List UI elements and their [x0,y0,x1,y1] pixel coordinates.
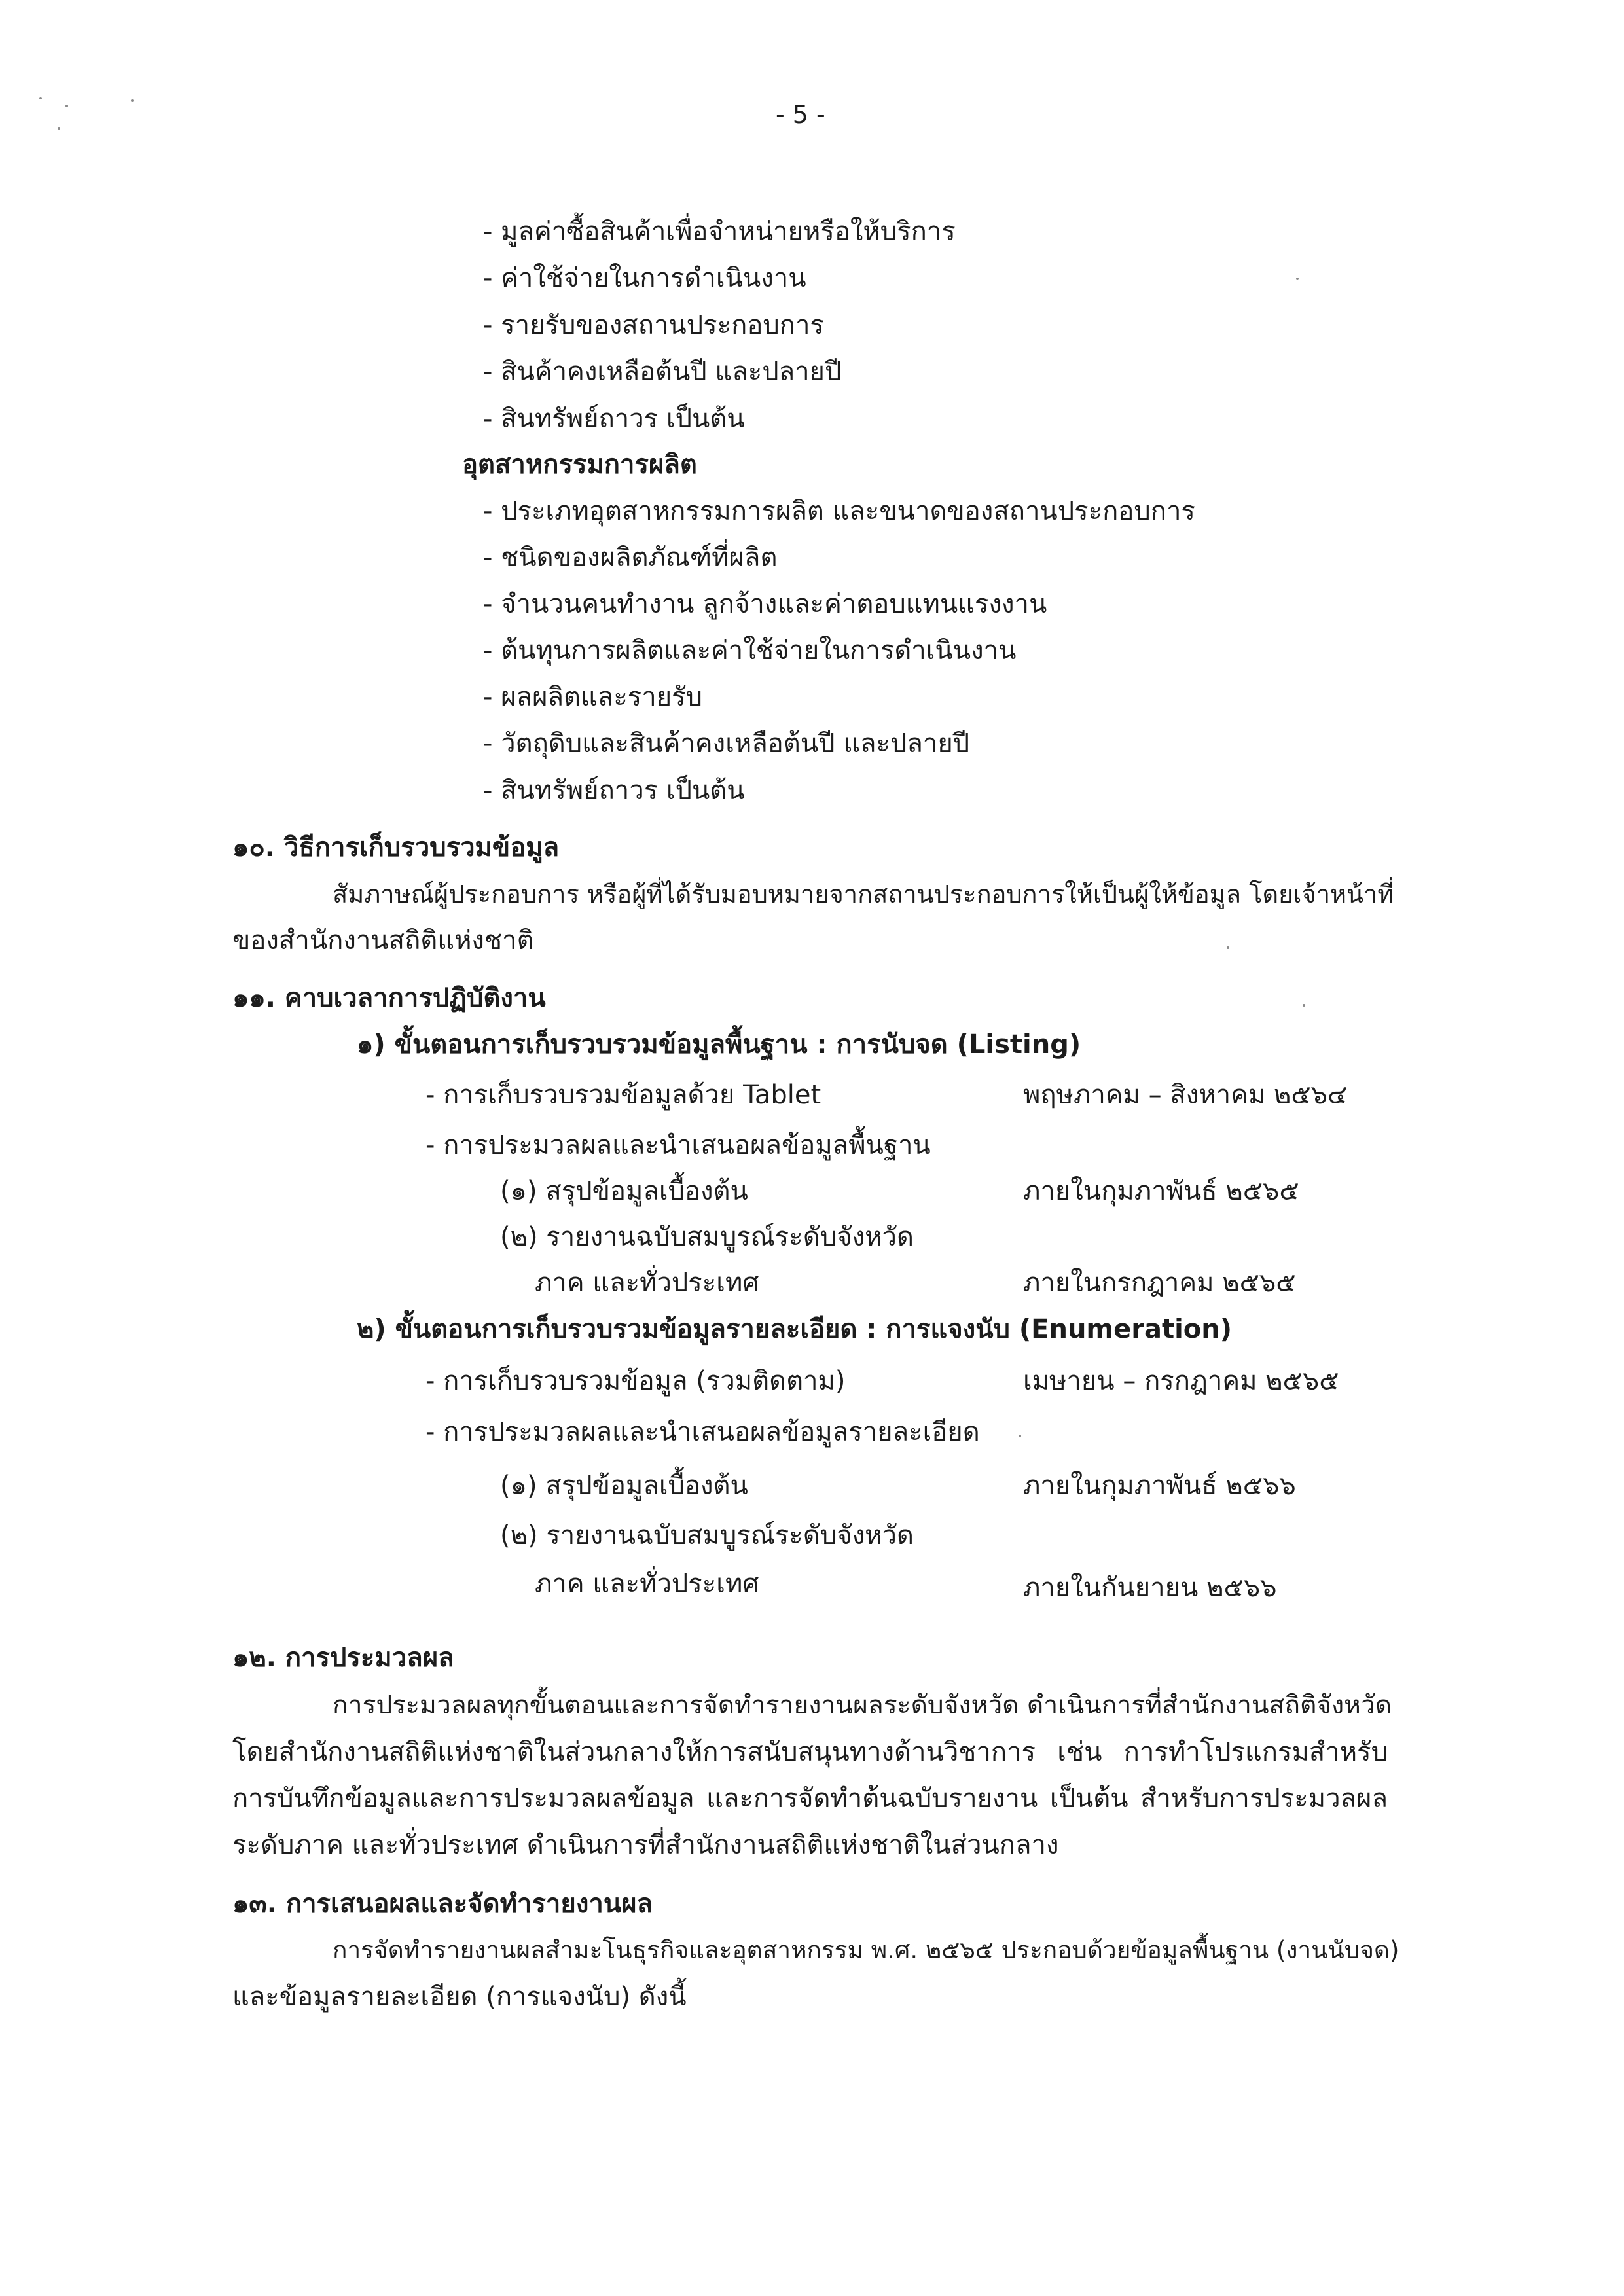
section-10-body-line: ของสำนักงานสถิติแห่งชาติ [232,925,534,956]
list-item: - ค่าใช้จ่ายในการดำเนินงาน [483,263,806,293]
schedule-subitem-label-cont: ภาค และทั่วประเทศ [535,1268,759,1298]
industry-heading: อุตสาหกรรมการผลิต [462,450,697,480]
scan-speck [58,127,60,130]
schedule-subitem-date: ภายในกรกฎาคม ๒๕๖๕ [1023,1268,1296,1298]
schedule-subitem-date: ภายในกุมภาพันธ์ ๒๕๖๖ [1023,1471,1296,1501]
scan-speck [39,97,42,99]
scan-speck [131,99,134,102]
schedule-item-label: - การประมวลผลและนำเสนอผลข้อมูลพื้นฐาน [425,1130,931,1160]
section-13-body-line: และข้อมูลรายละเอียด (การแจงนับ) ดังนี้ [232,1982,687,2012]
schedule-subitem-label: (๒) รายงานฉบับสมบูรณ์ระดับจังหวัด [500,1222,914,1252]
step-2-heading: ๒) ขั้นตอนการเก็บรวบรวมข้อมูลรายละเอียด : การแจงนับ (Enumeration) [357,1314,1233,1344]
section-11-heading: ๑๑. คาบเวลาการปฏิบัติงาน [232,983,546,1013]
schedule-item-label: - การประมวลผลและนำเสนอผลข้อมูลรายละเอียด [425,1417,980,1447]
list-item: - สินค้าคงเหลือต้นปี และปลายปี [483,357,842,387]
section-12-body-line: การประมวลผลทุกขั้นตอนและการจัดทำรายงานผลระดับจังหวัด ดำเนินการที่สำนักงานสถิติจังหวัด [333,1691,1392,1720]
schedule-item-date: เมษายน – กรกฎาคม ๒๕๖๕ [1023,1366,1339,1396]
schedule-subitem-date: ภายในกุมภาพันธ์ ๒๕๖๕ [1023,1176,1299,1206]
section-12-body-line: การบันทึกข้อมูลและการประมวลผลข้อมูล และการจัดทำต้นฉบับรายงาน เป็นต้น สำหรับการประมวลผล [232,1784,1388,1814]
scan-speck [1019,1435,1021,1437]
list-item: - วัตถุดิบและสินค้าคงเหลือต้นปี และปลายปี [483,728,970,759]
step-1-heading: ๑) ขั้นตอนการเก็บรวบรวมข้อมูลพื้นฐาน : การนับจด (Listing) [357,1030,1081,1060]
section-13-heading: ๑๓. การเสนอผลและจัดทำรายงานผล [232,1889,653,1919]
list-item: - ประเภทอุตสาหกรรมการผลิต และขนาดของสถานประกอบการ [483,496,1195,526]
list-item: - รายรับของสถานประกอบการ [483,310,824,340]
section-10-body-line: สัมภาษณ์ผู้ประกอบการ หรือผู้ที่ได้รับมอบหมายจากสถานประกอบการให้เป็นผู้ให้ข้อมูล โดยเจ้าหน้าที่ [333,880,1394,908]
schedule-item-label: - การเก็บรวบรวมข้อมูลด้วย Tablet [425,1080,821,1110]
list-item: - จำนวนคนทำงาน ลูกจ้างและค่าตอบแทนแรงงาน [483,589,1047,619]
schedule-item-label: - การเก็บรวบรวมข้อมูล (รวมติดตาม) [425,1366,846,1396]
list-item: - ต้นทุนการผลิตและค่าใช้จ่ายในการดำเนินงาน [483,636,1017,666]
schedule-subitem-label: (๑) สรุปข้อมูลเบื้องต้น [500,1471,748,1501]
section-12-heading: ๑๒. การประมวลผล [232,1643,454,1673]
section-13-body-line: การจัดทำรายงานผลสำมะโนธุรกิจและอุตสาหกรรม พ.ศ. ๒๕๖๕ ประกอบด้วยข้อมูลพื้นฐาน (งานนับจด) [333,1936,1399,1964]
list-item: - มูลค่าซื้อสินค้าเพื่อจำหน่ายหรือให้บริการ [483,217,956,247]
section-12-body-line: โดยสำนักงานสถิติแห่งชาติในส่วนกลางให้การสนับสนุนทางด้านวิชาการ เช่น การทำโปรแกรมสำหรับ [232,1737,1388,1767]
scan-speck [1227,946,1229,949]
page-number: - 5 - [776,100,825,129]
schedule-subitem-label-cont: ภาค และทั่วประเทศ [535,1569,759,1599]
list-item: - สินทรัพย์ถาวร เป็นต้น [483,776,745,806]
list-item: - ผลผลิตและรายรับ [483,682,703,712]
section-10-heading: ๑๐. วิธีการเก็บรวบรวมข้อมูล [232,833,560,863]
section-12-body-line: ระดับภาค และทั่วประเทศ ดำเนินการที่สำนักงานสถิติแห่งชาติในส่วนกลาง [232,1830,1059,1860]
scan-speck [1303,1004,1305,1007]
schedule-subitem-label: (๒) รายงานฉบับสมบูรณ์ระดับจังหวัด [500,1520,914,1551]
schedule-item-date: พฤษภาคม – สิงหาคม ๒๕๖๔ [1023,1080,1348,1110]
scan-speck [1296,278,1299,280]
scan-speck [65,105,68,107]
schedule-subitem-date: ภายในกันยายน ๒๕๖๖ [1023,1573,1277,1603]
schedule-subitem-label: (๑) สรุปข้อมูลเบื้องต้น [500,1176,748,1206]
list-item: - สินทรัพย์ถาวร เป็นต้น [483,404,745,434]
list-item: - ชนิดของผลิตภัณฑ์ที่ผลิต [483,543,778,573]
